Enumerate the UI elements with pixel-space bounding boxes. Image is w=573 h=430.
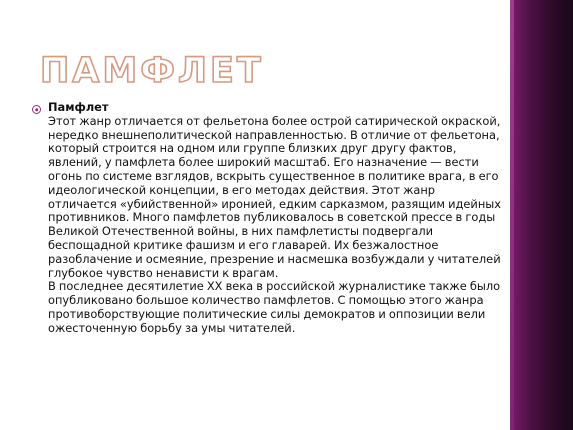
circle-bullet-icon	[32, 105, 41, 114]
decorative-side-band	[510, 0, 573, 430]
paragraph-1: Этот жанр отличается от фельетона более острой сатирической окраской, нередко внешнеполитической направленностью. В отличие от фельетона, который строится на одном или группе близких друг другу фактов, явлений, у памфлета более широкий масштаб. Его назначение — вести огонь по системе взглядов, вскрыть существенное в политике врага, в его идеологической концепции, в его методах действия. Этот жанр отличается «убийственной» иронией, едким сарказмом, разящим идейных противников. Много памфлетов публиковалось в советской прессе в годы Великой Отечественной войны, в них памфлетисты подвергали беспощадной критике фашизм и его главарей. Их безжалостное разоблачение и осмеяние, презрение и насмешка возбуждали у читателей глубокое чувство ненависти к врагам.	[48, 113, 501, 280]
bullet-list-item	[32, 101, 502, 336]
body-text	[48, 101, 502, 336]
slide-title: ПАМФЛЕТ	[40, 51, 264, 91]
item-heading: Памфлет	[48, 100, 109, 114]
paragraph-2: В последнее десятилетие XX века в российской журналистике также было опубликовано большое количество памфлетов. С помощью этого жанра противоборствующие политические силы демократов и оппозиции вели ожесточенную борьбу за умы читателей.	[48, 279, 501, 335]
